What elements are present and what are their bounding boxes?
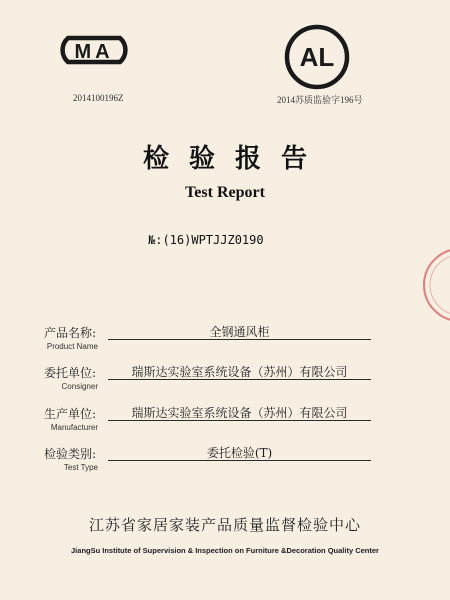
field-label-cn: 检验类别: — [44, 447, 97, 461]
field-label-cn: 产品名称: — [44, 326, 97, 340]
cma-certificate-number: 2014100196Z — [73, 93, 124, 103]
organization-name-en: JiangSu Institute of Supervision & Inspection on Furniture &Decoration Quality Center — [71, 546, 379, 555]
field-consigner — [44, 364, 384, 404]
field-underline — [108, 460, 371, 461]
field-manufacturer — [44, 405, 384, 445]
field-label-cn: 委托单位: — [44, 366, 97, 380]
field-value: 委托检验(T) — [206, 446, 273, 460]
report-number: №:(16)WPTJJZ0190 — [148, 233, 264, 247]
field-label-en: Product Name — [46, 342, 98, 351]
field-value: 全钢通风柜 — [209, 325, 270, 339]
field-underline — [108, 339, 371, 340]
cal-logo-icon — [282, 22, 352, 92]
field-label-en: Consigner — [61, 382, 98, 391]
field-product-name — [44, 324, 384, 364]
field-label-cn: 生产单位: — [44, 407, 97, 421]
field-test-type — [44, 445, 384, 485]
field-label-en: Manufacturer — [50, 423, 98, 432]
report-title-cn: 检验报告 — [142, 144, 327, 174]
cma-logo-icon — [54, 30, 134, 70]
svg-text:AL: AL — [299, 42, 335, 72]
red-seal-stamp-icon — [420, 240, 450, 330]
field-label-en: Test Type — [63, 463, 98, 472]
svg-text:MA: MA — [74, 41, 114, 63]
field-value: 瑞斯达实验室系统设备（苏州）有限公司 — [131, 406, 348, 420]
organization-name-cn: 江苏省家居家装产品质量监督检验中心 — [88, 516, 361, 534]
cal-certificate-number: 2014苏质监验字196号 — [277, 95, 363, 105]
field-underline — [108, 379, 371, 380]
report-title-en: Test Report — [185, 184, 265, 201]
field-underline — [108, 420, 371, 421]
field-value: 瑞斯达实验室系统设备（苏州）有限公司 — [131, 365, 348, 379]
